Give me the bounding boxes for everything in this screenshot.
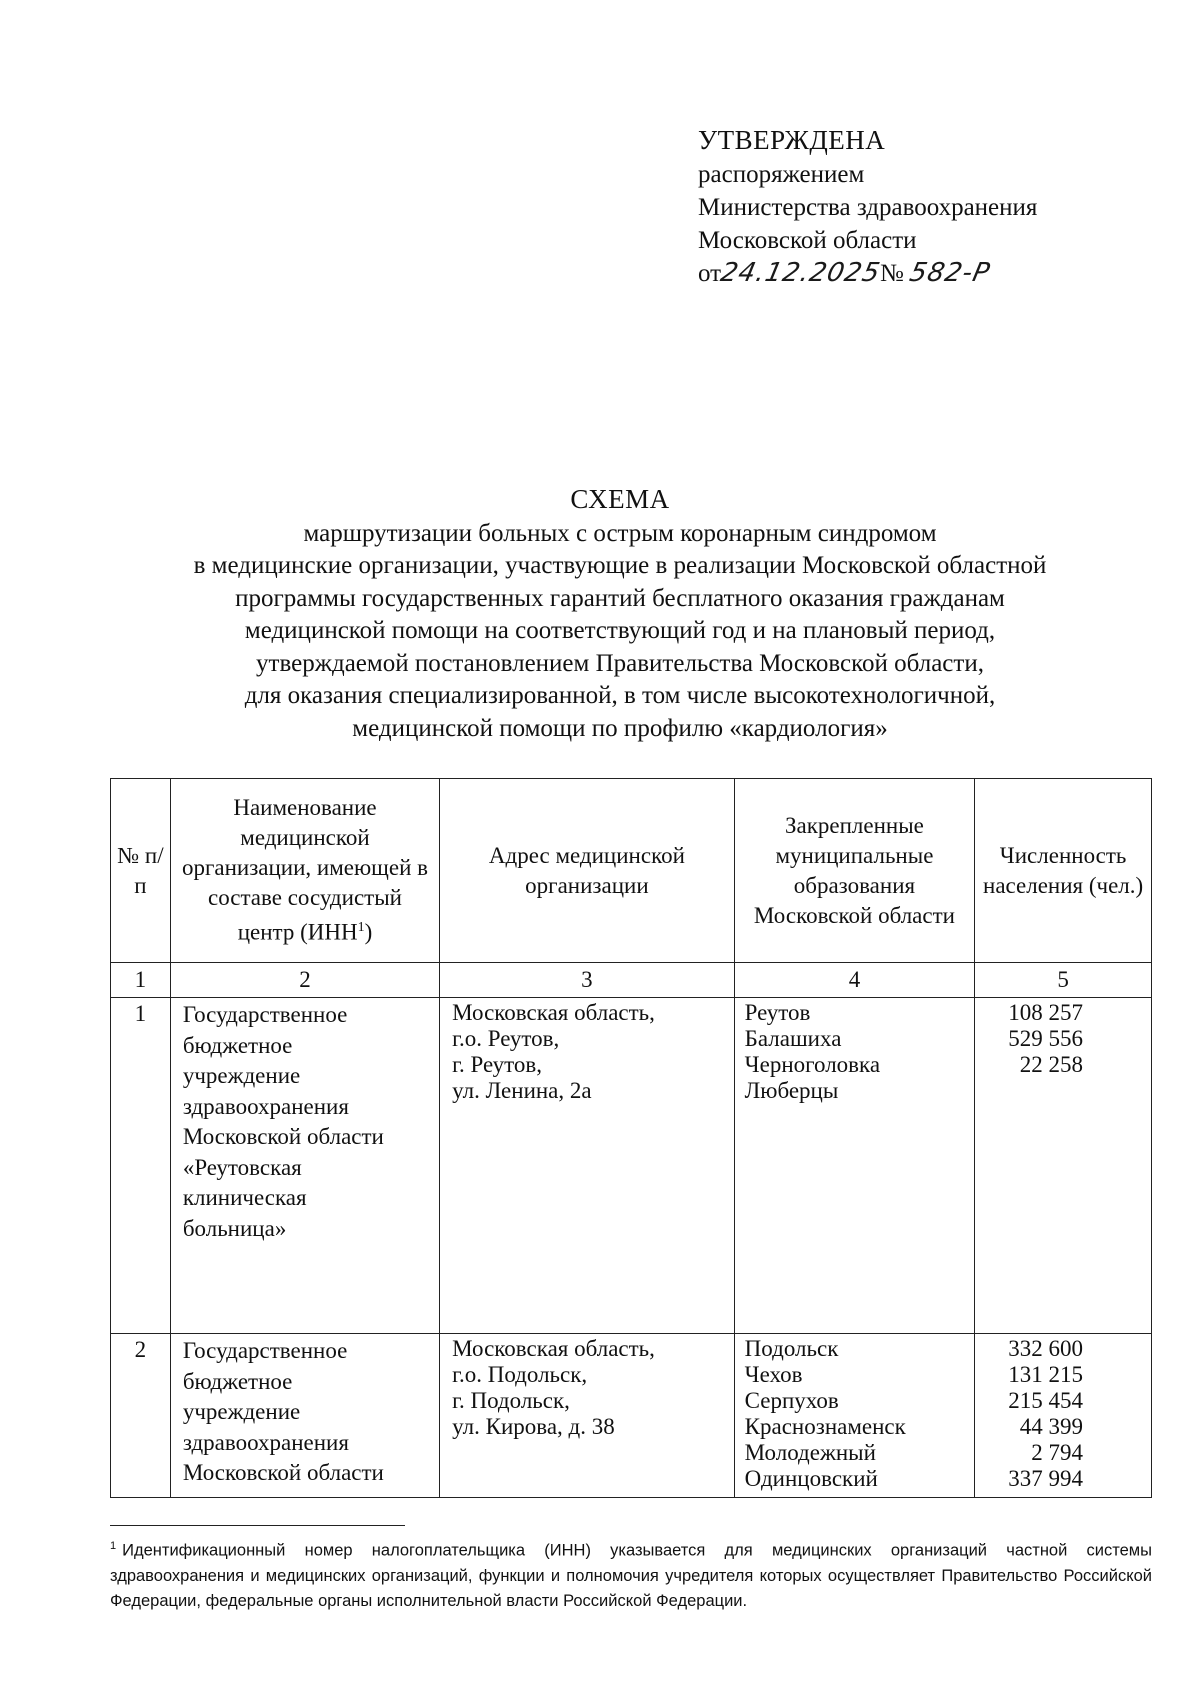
header-num: № п/ п	[111, 779, 171, 963]
org-name: Государственное бюджетное учреждение здравоохранения Московской области	[170, 1334, 439, 1498]
footnote-divider	[110, 1525, 405, 1526]
column-number: 4	[734, 963, 975, 998]
handwritten-date: 24.12.2025	[718, 258, 884, 288]
title-line: маршрутизации больных с острым коронарным синдромом	[303, 519, 937, 547]
row-number: 1	[111, 998, 171, 1334]
org-name: Государственное бюджетное учреждение здравоохранения Московской области «Реутовская клиническая больница»	[170, 998, 439, 1334]
row-number: 2	[111, 1334, 171, 1498]
column-number: 1	[111, 963, 171, 998]
title-line: программы государственных гарантий бесплатного оказания гражданам	[235, 584, 1005, 612]
approval-line-3: Московской области	[698, 227, 917, 254]
approval-line-2: Министерства здравоохранения	[698, 194, 1038, 221]
title-line: медицинской помощи по профилю «кардиология»	[352, 714, 888, 742]
population: 108 257 529 556 22 258	[975, 998, 1152, 1334]
table-row	[111, 998, 1152, 1334]
routing-table	[110, 778, 1152, 1498]
handwritten-number: 582-Р	[907, 258, 994, 288]
org-address: Московская область, г.о. Реутов, г. Реутов, ул. Ленина, 2а	[440, 998, 735, 1334]
approval-date-number	[698, 257, 1037, 290]
population: 332 600 131 215 215 454 44 399 2 794 337 994	[975, 1334, 1152, 1498]
org-address: Московская область, г.о. Подольск, г. Подольск, ул. Кирова, д. 38	[440, 1334, 735, 1498]
title-line: медицинской помощи на соответствующий год и на плановый период,	[244, 617, 996, 644]
column-number: 2	[170, 963, 439, 998]
title-line: в медицинские организации, участвующие в реализации Московской областной	[193, 552, 1047, 579]
header-org: Наименование медицинской организации, имеющей в составе сосудистый центр (ИНН$^1$)	[170, 779, 439, 963]
header-municipalities: Закрепленные муниципальные образования Московской области	[734, 779, 975, 963]
footnote-text: Идентификационный номер налогоплательщика (ИНН) указывается для медицинских организаций частной системы здравоохранения и медицинских организаций, функции и полномочия учредителя которых осуществляет Правительство Российской Федерации, федеральные органы исполнительной власти Российской Федерации.	[110, 1541, 1152, 1610]
from-label: от	[698, 260, 722, 287]
footnote-ref: 1	[357, 920, 365, 936]
number-label: №	[879, 260, 904, 287]
municipalities: Реутов Балашиха Черноголовка Люберцы	[734, 998, 975, 1334]
column-number: 3	[440, 963, 735, 998]
table-header-row	[111, 779, 1152, 963]
approval-block	[698, 124, 1037, 290]
document-title: СХЕМА	[570, 484, 670, 514]
column-number: 5	[975, 963, 1152, 998]
footnote	[110, 1534, 1152, 1614]
table-row	[111, 1334, 1152, 1498]
approval-line-1: распоряжением	[698, 161, 865, 188]
header-population: Численность населения (чел.)	[975, 779, 1152, 963]
column-number-row	[111, 963, 1152, 998]
municipalities: Подольск Чехов Серпухов Краснознаменск Молодежный Одинцовский	[734, 1334, 975, 1498]
title-line: утверждаемой постановлением Правительства Московской области,	[256, 649, 984, 677]
title-line: для оказания специализированной, в том числе высокотехнологичной,	[244, 682, 996, 709]
approval-heading: УТВЕРЖДЕНА	[698, 125, 886, 155]
header-address: Адрес медицинской организации	[440, 779, 735, 963]
footnote-marker: 1	[110, 1540, 117, 1552]
document-title-block	[100, 483, 1140, 745]
